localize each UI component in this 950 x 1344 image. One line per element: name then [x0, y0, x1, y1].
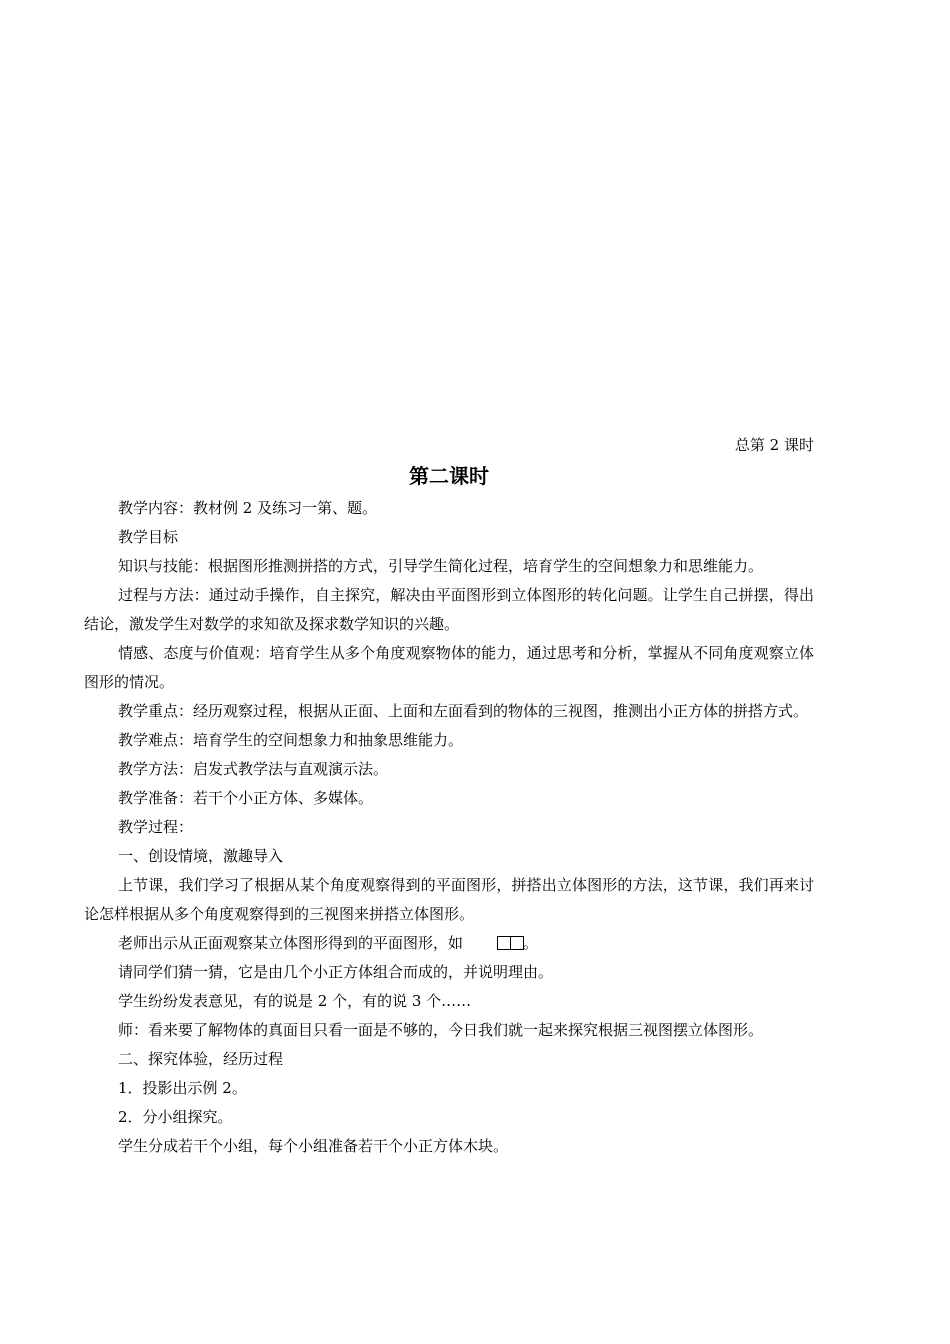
step-two: 2．分小组探究。: [118, 1108, 233, 1126]
teacher-shows-text: 老师出示从正面观察某立体图形得到的平面图形，如: [118, 934, 464, 952]
teaching-method: 教学方法：启发式教学法与直观演示法。: [118, 760, 389, 778]
teaching-content: 教学内容：教材例 2 及练习一第、题。: [118, 499, 378, 517]
teaching-goals-heading: 教学目标: [118, 528, 179, 546]
goal-attitude-values: 情感、态度与价值观：培育学生从多个角度观察物体的能力，通过思考和分析，掌握从不同角度观察立体图形的情况。: [84, 644, 814, 691]
section-two-heading: 二、探究体验，经历过程: [118, 1050, 284, 1068]
goal-process-methods: 过程与方法：通过动手操作，自主探究，解决由平面图形到立体图形的转化问题。让学生自己拼摆，得出结论，激发学生对数学的求知欲及探求数学知识的兴趣。: [84, 586, 814, 633]
intro-paragraph: 上节课，我们学习了根据从某个角度观察得到的平面图形，拼搭出立体图形的方法，这节课，我们再来讨论怎样根据从多个角度观察得到的三视图来拼搭立体图形。: [84, 876, 814, 923]
lesson-count: 总第 2 课时: [734, 436, 814, 454]
teacher-shows-end: 。: [523, 934, 539, 952]
page-title: 第二课时: [409, 464, 489, 488]
teaching-difficulty: 教学难点：培育学生的空间想象力和抽象思维能力。: [118, 731, 464, 749]
group-description: 学生分成若干个小组，每个小组准备若干个小正方体木块。: [118, 1137, 509, 1155]
student-responses: 学生纷纷发表意见，有的说是 2 个，有的说 3 个……: [118, 992, 472, 1010]
guess-prompt: 请同学们猜一猜，它是由几个小正方体组合而成的，并说明理由。: [118, 963, 554, 981]
teacher-shows-figure: [84, 929, 814, 958]
step-one: 1．投影出示例 2。: [118, 1079, 247, 1097]
section-one-heading: 一、创设情境，激趣导入: [118, 847, 284, 865]
goal-knowledge-skills: 知识与技能：根据图形推测拼搭的方式，引导学生简化过程，培育学生的空间想象力和思维能力。: [118, 557, 764, 575]
teaching-process-heading: 教学过程：: [118, 818, 194, 836]
teaching-focus: 教学重点：经历观察过程，根据从正面、上面和左面看到的物体的三视图，推测出小正方体的拼搭方式。: [118, 702, 809, 720]
teaching-preparation: 教学准备：若干个小正方体、多媒体。: [118, 789, 374, 807]
two-squares-figure-icon: [463, 931, 523, 946]
document-page: [84, 432, 814, 1161]
teacher-remark: 师：看来要了解物体的真面目只看一面是不够的，今日我们就一起来探究根据三视图摆立体图形。: [118, 1021, 764, 1039]
